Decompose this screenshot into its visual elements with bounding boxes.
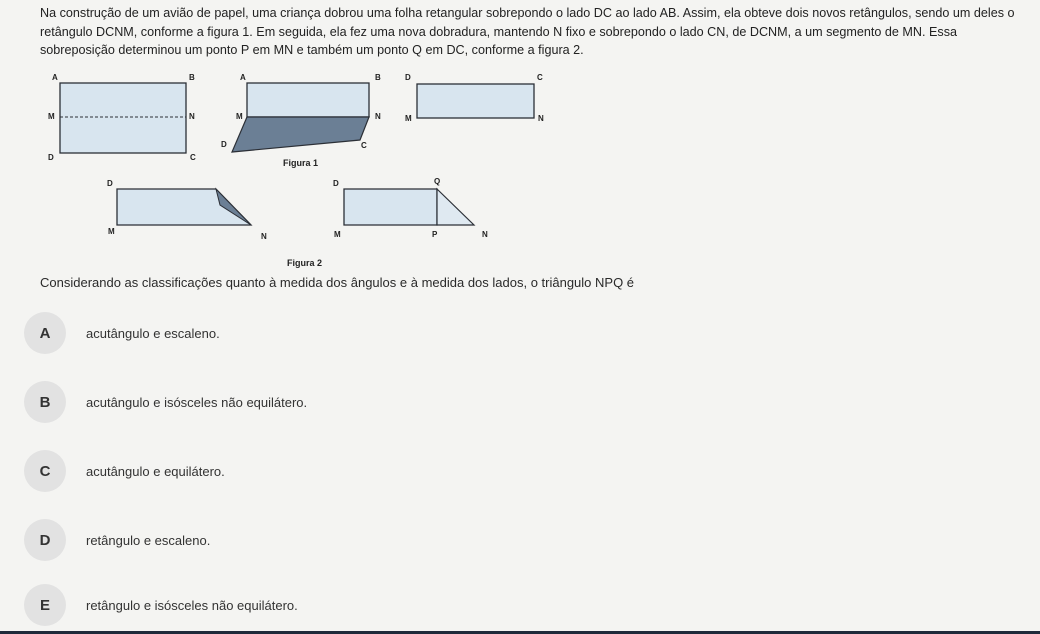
label-C: C xyxy=(361,141,367,150)
option-b-letter[interactable]: B xyxy=(24,381,66,423)
label-Q: Q xyxy=(434,177,441,186)
option-d-text[interactable]: retângulo e escaleno. xyxy=(86,532,211,548)
figure2-caption: Figura 2 xyxy=(287,258,323,268)
option-a-letter[interactable]: A xyxy=(24,312,66,354)
label-D: D xyxy=(405,73,411,82)
label-D: D xyxy=(107,179,113,188)
label-N: N xyxy=(482,230,488,239)
label-M: M xyxy=(405,114,412,123)
figure1-rect3 xyxy=(405,73,544,123)
figure2-fold1 xyxy=(107,179,267,241)
label-B: B xyxy=(375,73,381,82)
label-P: P xyxy=(432,230,438,239)
label-A: A xyxy=(52,73,58,82)
option-c[interactable] xyxy=(24,451,225,491)
figure1-rect2 xyxy=(221,73,381,152)
figure1-rect1 xyxy=(48,73,196,162)
option-a[interactable] xyxy=(24,313,220,353)
question-prompt: Considerando as classificações quanto à medida dos ângulos e à medida dos lados, o triângulo NPQ é xyxy=(40,275,635,290)
label-M: M xyxy=(108,227,115,236)
label-C: C xyxy=(190,153,196,162)
label-M: M xyxy=(236,112,243,121)
option-e-letter[interactable]: E xyxy=(24,584,66,626)
label-N: N xyxy=(538,114,544,123)
option-c-text[interactable]: acutângulo e equilátero. xyxy=(86,463,225,479)
label-N: N xyxy=(375,112,381,121)
option-e-text[interactable]: retângulo e isósceles não equilátero. xyxy=(86,597,298,613)
option-d[interactable] xyxy=(24,520,210,560)
option-e[interactable] xyxy=(24,585,298,625)
figure2-fold2 xyxy=(333,177,488,239)
label-N: N xyxy=(189,112,195,121)
option-c-letter[interactable]: C xyxy=(24,450,66,492)
label-D: D xyxy=(48,153,54,162)
label-M: M xyxy=(334,230,341,239)
option-d-letter[interactable]: D xyxy=(24,519,66,561)
label-C: C xyxy=(537,73,543,82)
option-a-text[interactable]: acutângulo e escaleno. xyxy=(86,325,220,341)
option-b-text[interactable]: acutângulo e isósceles não equilátero. xyxy=(86,394,308,410)
question-stem: Na construção de um avião de papel, uma criança dobrou uma folha retangular sobrepondo o lado DC ao lado AB. Assim, ela obteve dois novos retângulos, sendo um deles o retângulo DCNM, conforme a figura 1. Em seguida, ela fez uma nova dobradura, mantendo N fixo e sobrepondo o lado CN, de DCNM, a um segmento de MN. Essa sobreposição determinou um ponto P em MN e também um ponto Q em DC, conforme a figura 2. xyxy=(40,6,1015,57)
option-b[interactable] xyxy=(24,382,307,422)
label-N: N xyxy=(261,232,267,241)
label-M: M xyxy=(48,112,55,121)
label-D: D xyxy=(221,140,227,149)
label-A: A xyxy=(240,73,246,82)
figure1-caption: Figura 1 xyxy=(283,158,319,168)
label-B: B xyxy=(189,73,195,82)
geometry-figures xyxy=(0,0,1040,290)
label-D: D xyxy=(333,179,339,188)
